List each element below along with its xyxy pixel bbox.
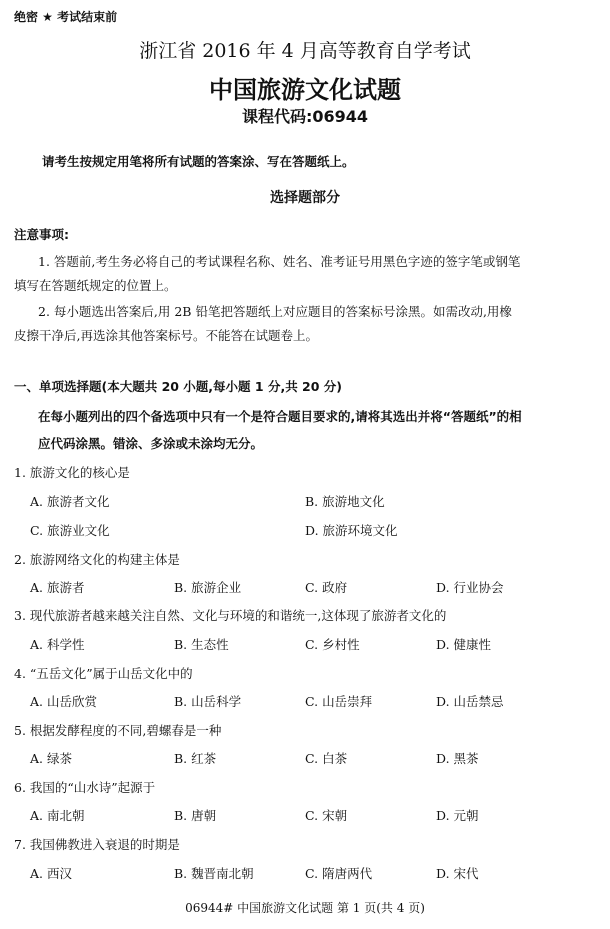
note-1-line-2: 填写在答题纸规定的位置上。: [14, 278, 177, 293]
q6-option-c: C. 宋朝: [305, 808, 348, 823]
question-3: 3. 现代旅游者越来越关注自然、文化与环境的和谐统一,这体现了旅游者文化的: [14, 608, 447, 623]
q2-option-b: B. 旅游企业: [174, 580, 242, 595]
q5-option-b: B. 红茶: [174, 751, 217, 766]
q1-option-c: C. 旅游业文化: [30, 523, 110, 538]
q5-option-d: D. 黑茶: [436, 751, 479, 766]
q4-option-a: A. 山岳欣赏: [30, 694, 97, 709]
q4-option-d: D. 山岳禁忌: [436, 694, 504, 709]
instruction-text: 请考生按规定用笔将所有试题的答案涂、写在答题纸上。: [42, 154, 355, 169]
question-5: 5. 根据发酵程度的不同,碧螺春是一种: [14, 723, 222, 738]
page-footer: 06944# 中国旅游文化试题 第 1 页(共 4 页): [185, 901, 425, 915]
q5-option-a: A. 绿茶: [30, 751, 72, 766]
q2-option-a: A. 旅游者: [30, 580, 85, 595]
q4-option-c: C. 山岳崇拜: [305, 694, 373, 709]
note-2-line-1: 2. 每小题选出答案后,用 2B 铅笔把答题纸上对应题目的答案标号涂黑。如需改动,用橡: [38, 304, 512, 319]
confidential-label: 绝密 ★ 考试结束前: [14, 10, 118, 24]
q7-option-d: D. 宋代: [436, 866, 479, 881]
q2-option-d: D. 行业协会: [436, 580, 504, 595]
section-desc-line-2: 应代码涂黑。错涂、多涂或未涂均无分。: [38, 436, 264, 451]
q1-option-d: D. 旅游环境文化: [305, 523, 398, 538]
question-4: 4. “五岳文化”属于山岳文化中的: [14, 666, 193, 681]
q1-option-b: B. 旅游地文化: [305, 494, 385, 509]
question-1: 1. 旅游文化的核心是: [14, 465, 130, 480]
exam-name: 浙江省 2016 年 4 月高等教育自学考试: [139, 40, 471, 62]
q7-option-b: B. 魏晋南北朝: [174, 866, 254, 881]
section-desc-line-1: 在每小题列出的四个备选项中只有一个是符合题目要求的,请将其选出并将“答题纸”的相: [38, 409, 522, 424]
q5-option-c: C. 白茶: [305, 751, 348, 766]
q7-option-a: A. 西汉: [30, 866, 72, 881]
question-6: 6. 我国的“山水诗”起源于: [14, 780, 156, 795]
notes-heading: 注意事项:: [14, 227, 69, 242]
question-2: 2. 旅游网络文化的构建主体是: [14, 552, 180, 567]
page-title: 中国旅游文化试题: [209, 76, 401, 104]
section-heading: 一、单项选择题(本大题共 20 小题,每小题 1 分,共 20 分): [14, 379, 343, 394]
q6-option-d: D. 元朝: [436, 808, 479, 823]
q6-option-a: A. 南北朝: [30, 808, 85, 823]
note-2-line-2: 皮擦干净后,再选涂其他答案标号。不能答在试题卷上。: [14, 328, 318, 343]
q7-option-c: C. 隋唐两代: [305, 866, 373, 881]
q3-option-c: C. 乡村性: [305, 637, 360, 652]
question-7: 7. 我国佛教进入衰退的时期是: [14, 837, 180, 852]
q3-option-a: A. 科学性: [30, 637, 85, 652]
part-title: 选择题部分: [270, 190, 340, 206]
course-code: 课程代码:06944: [241, 107, 369, 126]
note-1-line-1: 1. 答题前,考生务必将自己的考试课程名称、姓名、准考证号用黑色字迹的签字笔或钢笔: [38, 254, 521, 269]
q1-option-a: A. 旅游者文化: [30, 494, 110, 509]
q3-option-b: B. 生态性: [174, 637, 229, 652]
q2-option-c: C. 政府: [305, 580, 348, 595]
q3-option-d: D. 健康性: [436, 637, 492, 652]
q6-option-b: B. 唐朝: [174, 808, 217, 823]
q4-option-b: B. 山岳科学: [174, 694, 242, 709]
